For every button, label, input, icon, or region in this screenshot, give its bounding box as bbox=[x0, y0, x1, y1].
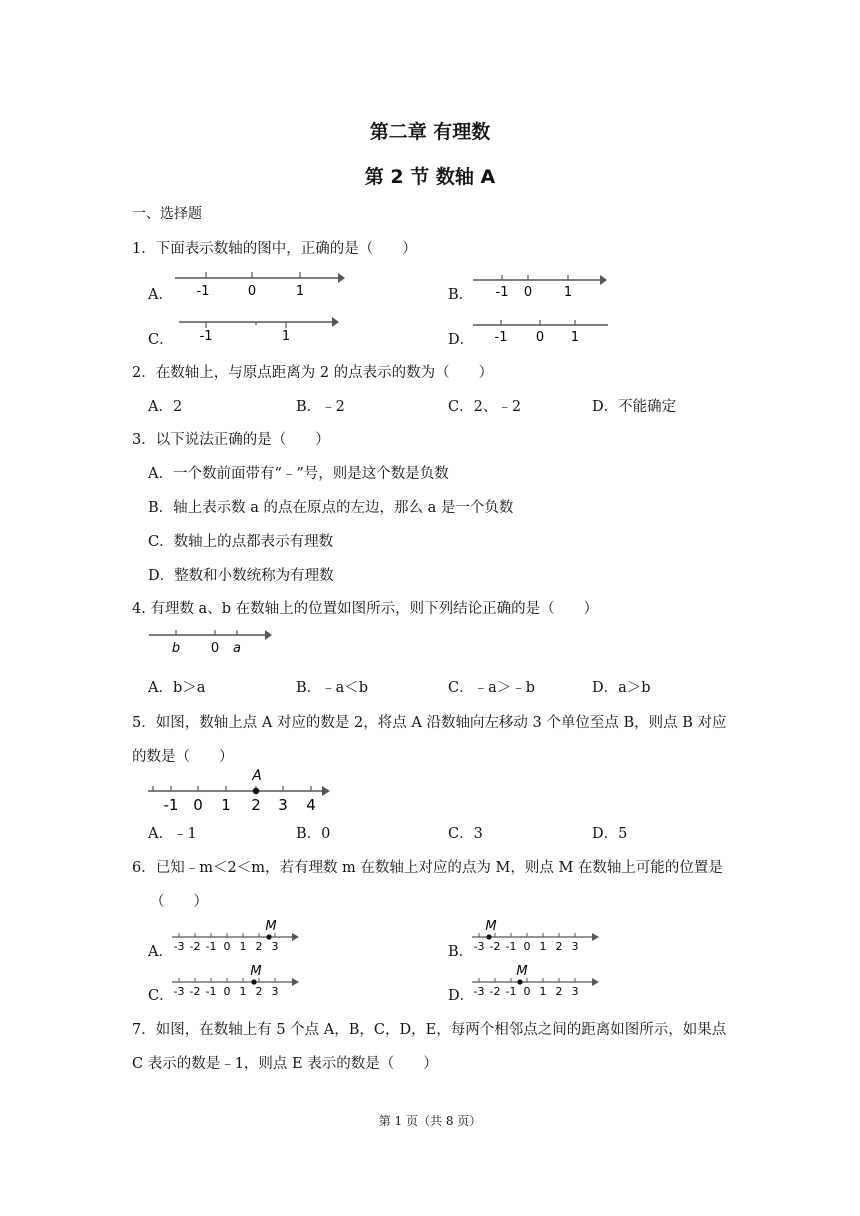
q6c-tick-neg1: -1 bbox=[205, 985, 217, 998]
q5-tick-neg1: -1 bbox=[163, 796, 179, 814]
q4-option-b: B．﹣a＜b bbox=[296, 680, 369, 696]
q6-figure-c bbox=[170, 961, 302, 1001]
q3-option-d: D．整数和小数统称为有理数 bbox=[148, 568, 334, 584]
q6a-point-m: M bbox=[265, 919, 277, 934]
q1-option-a-label: A． bbox=[148, 287, 173, 303]
question-7-stem-line2: C 表示的数是﹣1，则点 E 表示的数是（ ） bbox=[132, 1056, 438, 1072]
question-3-stem: 3．以下说法正确的是（ ） bbox=[132, 432, 330, 448]
q2-option-a: A．2 bbox=[148, 399, 183, 415]
q1a-tick-neg1: -1 bbox=[196, 284, 210, 299]
q1d-tick-0: 0 bbox=[535, 330, 545, 345]
q1-option-c-label: C． bbox=[148, 332, 174, 348]
q1b-tick-1: 1 bbox=[563, 285, 573, 300]
q5-point-a-label: A bbox=[252, 768, 262, 784]
q5-tick-0: 0 bbox=[193, 796, 203, 814]
q6-option-d-label: D． bbox=[448, 988, 475, 1004]
q1c-tick-1: 1 bbox=[281, 329, 291, 344]
q6b-tick-neg3: -3 bbox=[473, 940, 485, 953]
question-6-stem-line1: 6．已知﹣m＜2＜m，若有理数 m 在数轴上对应的点为 M，则点 M 在数轴上可能的位置是 bbox=[132, 860, 723, 876]
q6-option-c-label: C． bbox=[148, 988, 174, 1004]
question-4-stem: 4. 有理数 a、b 在数轴上的位置如图所示，则下列结论正确的是（ ） bbox=[132, 601, 599, 617]
q5-point-a-dot bbox=[253, 788, 259, 794]
question-2-stem: 2．在数轴上，与原点距离为 2 的点表示的数为（ ） bbox=[132, 365, 494, 381]
q6b-tick-1: 1 bbox=[539, 940, 547, 953]
q6c-tick-neg3: -3 bbox=[173, 985, 185, 998]
q5-option-b: B．0 bbox=[296, 826, 331, 842]
q6-option-b-label: B． bbox=[448, 944, 474, 960]
q6d-tick-2: 2 bbox=[555, 985, 563, 998]
q6a-tick-3: 3 bbox=[271, 940, 279, 953]
q6b-tick-neg2: -2 bbox=[489, 940, 501, 953]
q5-option-c: C．3 bbox=[448, 826, 483, 842]
question-1-stem: 1．下面表示数轴的图中，正确的是（ ） bbox=[132, 241, 417, 257]
q5-number-line bbox=[146, 766, 332, 816]
q1b-tick-0: 0 bbox=[523, 285, 533, 300]
q6a-tick-1: 1 bbox=[239, 940, 247, 953]
question-6-stem-line2: （ ） bbox=[150, 894, 208, 910]
q1-figure-c bbox=[176, 313, 342, 345]
q5-tick-3: 3 bbox=[278, 796, 288, 814]
q6d-point-m: M bbox=[516, 964, 528, 979]
q6b-tick-2: 2 bbox=[555, 940, 563, 953]
q4-option-c: C．﹣a＞﹣b bbox=[448, 680, 536, 696]
q6d-tick-neg3: -3 bbox=[473, 985, 485, 998]
q4-number-line bbox=[147, 626, 275, 658]
q6c-tick-2: 2 bbox=[255, 985, 263, 998]
q4-option-d: D．a＞b bbox=[592, 680, 651, 696]
q6a-tick-2: 2 bbox=[255, 940, 263, 953]
q6c-tick-1: 1 bbox=[239, 985, 247, 998]
q6c-tick-neg2: -2 bbox=[189, 985, 201, 998]
q5-option-a: A．﹣1 bbox=[148, 826, 197, 842]
q1b-tick-neg1: -1 bbox=[495, 285, 509, 300]
q6c-tick-0: 0 bbox=[223, 985, 231, 998]
q6b-point-m: M bbox=[485, 919, 497, 934]
q1-figure-b bbox=[470, 270, 610, 302]
q4-tick-a: a bbox=[233, 641, 241, 656]
q6d-tick-neg1: -1 bbox=[505, 985, 517, 998]
q4-tick-b: b bbox=[171, 641, 181, 656]
q1-option-d-label: D． bbox=[448, 332, 475, 348]
q1d-tick-neg1: -1 bbox=[494, 330, 508, 345]
q1a-tick-0: 0 bbox=[247, 284, 257, 299]
q6d-tick-1: 1 bbox=[539, 985, 547, 998]
q4-option-a: A．b＞a bbox=[148, 680, 206, 696]
question-7-stem-line1: 7．如图，在数轴上有 5 个点 A，B，C，D，E，每两个相邻点之间的距离如图所示，如果点 bbox=[132, 1022, 727, 1038]
question-5-stem-line2: 的数是（ ） bbox=[132, 749, 234, 765]
q3-option-b: B．轴上表示数 a 的点在原点的左边，那么 a 是一个负数 bbox=[148, 500, 514, 516]
q6a-tick-0: 0 bbox=[223, 940, 231, 953]
q6-option-a-label: A． bbox=[148, 944, 173, 960]
q6b-tick-neg1: -1 bbox=[505, 940, 517, 953]
q2-option-c: C．2、﹣2 bbox=[448, 399, 522, 415]
q6-figure-d bbox=[470, 961, 602, 1001]
chapter-title: 第二章 有理数 bbox=[369, 121, 491, 143]
section-title: 第 2 节 数轴 A bbox=[364, 166, 496, 188]
q1-figure-a bbox=[170, 266, 346, 302]
q6b-tick-0: 0 bbox=[523, 940, 531, 953]
q6a-tick-neg1: -1 bbox=[205, 940, 217, 953]
q1d-tick-1: 1 bbox=[570, 330, 580, 345]
part-heading: 一、选择题 bbox=[132, 206, 202, 222]
q2-option-b: B．﹣2 bbox=[296, 399, 345, 415]
q6-figure-b bbox=[470, 916, 602, 956]
q1-option-b-label: B． bbox=[448, 287, 474, 303]
q6d-tick-neg2: -2 bbox=[489, 985, 501, 998]
q6a-tick-neg2: -2 bbox=[189, 940, 201, 953]
q5-tick-1: 1 bbox=[221, 796, 231, 814]
q3-option-c: C．数轴上的点都表示有理数 bbox=[148, 534, 334, 550]
q1a-tick-1: 1 bbox=[295, 284, 305, 299]
q6c-tick-3: 3 bbox=[271, 985, 279, 998]
q3-option-a: A．一个数前面带有“﹣”号，则是这个数是负数 bbox=[148, 466, 449, 482]
q1-figure-d bbox=[470, 316, 612, 346]
q1c-tick-neg1: -1 bbox=[199, 329, 213, 344]
q6b-tick-3: 3 bbox=[571, 940, 579, 953]
q6d-tick-0: 0 bbox=[523, 985, 531, 998]
question-5-stem-line1: 5．如图，数轴上点 A 对应的数是 2，将点 A 沿数轴向左移动 3 个单位至点 B，则点 B 对应 bbox=[132, 715, 727, 731]
q5-tick-4: 4 bbox=[306, 796, 316, 814]
page-footer: 第 1 页（共 8 页） bbox=[378, 1114, 482, 1128]
q6d-tick-3: 3 bbox=[571, 985, 579, 998]
q5-tick-2: 2 bbox=[251, 796, 261, 814]
q6c-point-m: M bbox=[250, 964, 262, 979]
q6-figure-a bbox=[170, 916, 302, 956]
q5-option-d: D．5 bbox=[592, 826, 628, 842]
q2-option-d: D．不能确定 bbox=[592, 399, 677, 415]
q6a-tick-neg3: -3 bbox=[173, 940, 185, 953]
q4-tick-0: 0 bbox=[210, 641, 220, 656]
